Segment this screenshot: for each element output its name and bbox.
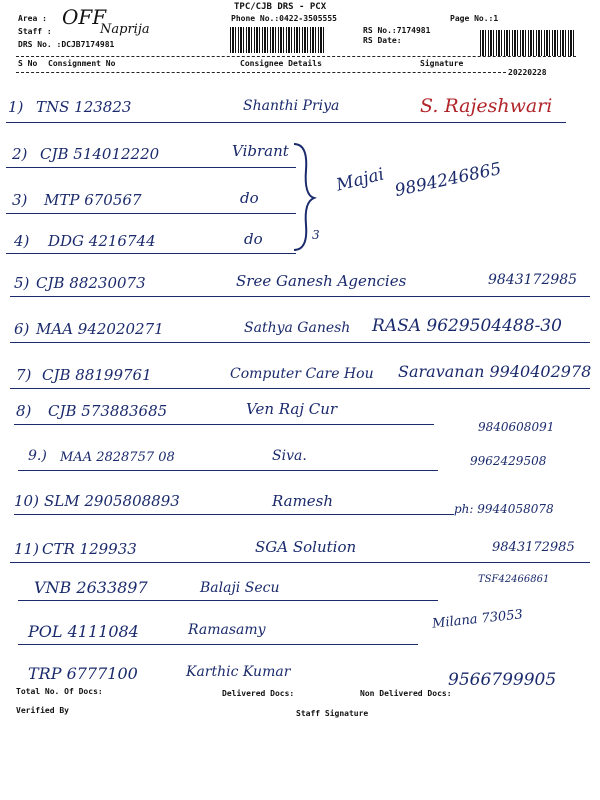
- consignee-name: do: [240, 189, 259, 207]
- total-docs: Total No. Of Docs:: [16, 687, 103, 696]
- consignment-number: VNB 2633897: [34, 578, 148, 597]
- column-consignee: Consignee Details: [240, 59, 322, 68]
- consignee-name: Balaji Secu: [200, 580, 280, 596]
- row-line: [10, 562, 590, 563]
- verified-by: Verified By: [16, 706, 69, 715]
- row-line: [6, 213, 296, 214]
- signature: TSF42466861: [478, 574, 550, 585]
- consignment-number: SLM 2905808893: [44, 492, 180, 510]
- column-divider: [16, 72, 506, 73]
- consignee-name: Sree Ganesh Agencies: [236, 272, 407, 290]
- signature: Saravanan 9940402978: [398, 362, 592, 381]
- column-date: 20220228: [508, 68, 547, 77]
- row-number: 8): [16, 402, 32, 420]
- phone-number: Phone No.:0422-3505555: [231, 14, 337, 23]
- row-line: [10, 296, 590, 297]
- document-title: TPC/CJB DRS - PCX: [234, 2, 327, 12]
- signature: RASA 9629504488-30: [372, 316, 562, 336]
- row-number: 11): [14, 540, 39, 558]
- row-number: 6): [14, 320, 30, 338]
- consignment-number: DDG 4216744: [48, 232, 156, 250]
- signature-count: 3: [312, 228, 320, 242]
- row-number: 2): [12, 145, 28, 163]
- signature: 9566799905: [448, 670, 557, 690]
- row-number: 10): [14, 492, 39, 510]
- staff-signature: Staff Signature: [296, 709, 369, 718]
- barcode-main: [230, 27, 326, 53]
- consignee-name: Sathya Ganesh: [244, 320, 351, 336]
- handwritten-staff: Naprija: [100, 22, 150, 37]
- page-number: Page No.:1: [450, 14, 499, 23]
- consignee-name: Shanthi Priya: [243, 98, 340, 114]
- consignee-name: Vibrant: [232, 142, 289, 160]
- row-line: [14, 514, 454, 515]
- row-number: 1): [8, 98, 24, 116]
- consignment-number: MAA 2828757 08: [60, 450, 175, 465]
- consignee-name: Ramesh: [272, 492, 334, 510]
- row-line: [10, 342, 590, 343]
- consignment-number: CTR 129933: [42, 540, 137, 558]
- row-line: [6, 122, 566, 123]
- staff-label: Staff :: [18, 27, 52, 36]
- signature: 9843172985: [492, 540, 575, 555]
- signature: 9843172985: [488, 272, 578, 288]
- column-signature: Signature: [420, 59, 464, 68]
- signature: Majai: [334, 164, 387, 196]
- row-line: [6, 167, 296, 168]
- row-line: [10, 388, 590, 389]
- header-divider: [16, 56, 576, 57]
- signature: S. Rajeshwari: [420, 95, 553, 117]
- handwritten-area: OFF: [62, 5, 107, 29]
- consignment-number: CJB 88199761: [42, 366, 152, 384]
- non-delivered-docs: Non Delivered Docs:: [360, 689, 452, 698]
- delivered-docs: Delivered Docs:: [222, 689, 295, 698]
- barcode-rs: [480, 30, 576, 56]
- row-number: 9.): [28, 448, 47, 464]
- consignment-number: TNS 123823: [36, 98, 132, 116]
- consignee-name: Computer Care Hou: [230, 366, 374, 382]
- signature: ph: 9944058078: [454, 502, 554, 516]
- drs-number: DRS No. :DCJB7174981: [18, 40, 115, 49]
- signature: Milana 73053: [431, 607, 524, 632]
- signature-phone: 9894246865: [393, 158, 504, 202]
- row-line: [6, 253, 296, 254]
- row-line: [18, 470, 438, 471]
- signature: 9962429508: [470, 454, 547, 468]
- row-number: 3): [12, 191, 28, 209]
- consignee-name: do: [244, 230, 263, 248]
- signature: 9840608091: [478, 420, 555, 434]
- row-number: 7): [16, 366, 32, 384]
- consignee-name: Karthic Kumar: [186, 664, 291, 680]
- area-label: Area :: [18, 14, 47, 23]
- row-number: 4): [14, 232, 30, 250]
- consignment-number: TRP 6777100: [28, 664, 138, 683]
- consignment-number: MAA 942020271: [36, 320, 164, 338]
- column-sno: S No: [18, 59, 38, 68]
- row-line: [18, 600, 438, 601]
- rs-number: RS No.:7174981: [363, 26, 431, 35]
- consignment-number: POL 4111084: [28, 622, 139, 641]
- row-line: [18, 644, 418, 645]
- consignee-name: Siva.: [272, 448, 307, 464]
- row-line: [14, 424, 434, 425]
- consignment-number: CJB 88230073: [36, 274, 146, 292]
- consignee-name: Ramasamy: [188, 622, 266, 638]
- consignment-number: CJB 573883685: [48, 402, 168, 420]
- consignment-number: MTP 670567: [44, 191, 142, 209]
- consignment-number: CJB 514012220: [40, 145, 160, 163]
- row-number: 5): [14, 274, 30, 292]
- consignee-name: SGA Solution: [255, 538, 357, 556]
- consignee-name: Ven Raj Cur: [246, 400, 338, 418]
- column-consignment: Consignment No: [48, 59, 116, 68]
- rs-date: RS Date:: [363, 36, 402, 45]
